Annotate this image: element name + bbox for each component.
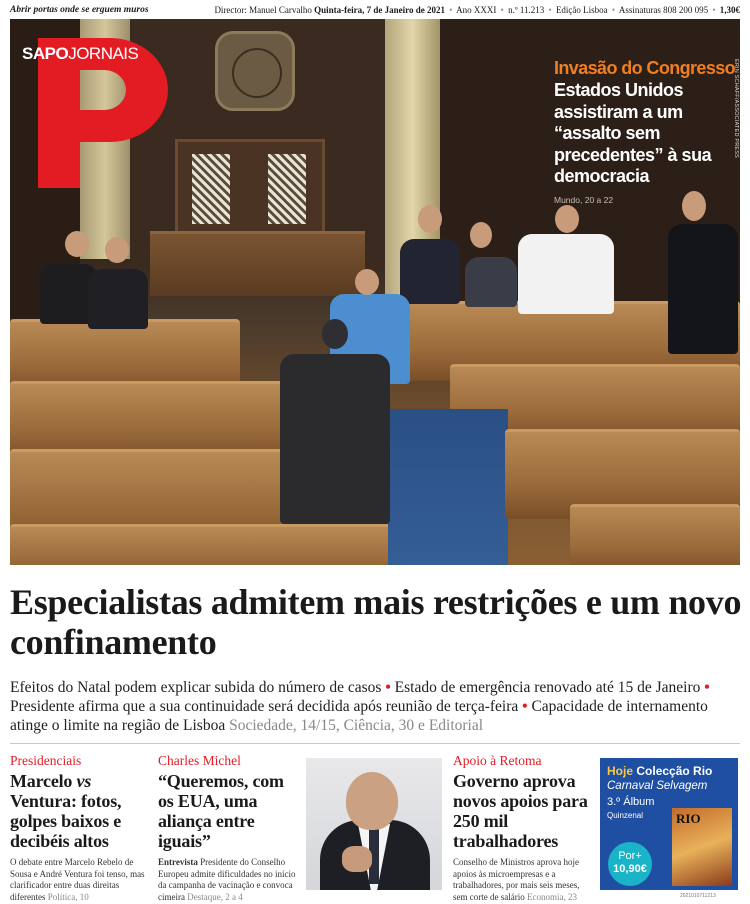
photo-door-window — [268, 154, 306, 224]
photo-person — [88, 269, 148, 329]
separator: • — [500, 5, 504, 15]
photo-person-head — [322, 319, 348, 349]
promo-album-cover — [672, 808, 732, 886]
photo-person — [518, 234, 614, 314]
photo-person-head — [418, 205, 442, 233]
promo-colleccao-rio[interactable] — [600, 758, 738, 890]
photo-person-head — [65, 231, 89, 257]
lead-item: Efeitos do Natal podem explicar subida do número de casos — [10, 679, 382, 696]
promo-frequency: Quinzenal — [607, 811, 644, 820]
headline-part: Marcelo — [10, 771, 77, 791]
charles-michel-photo — [306, 758, 442, 890]
story-kicker: Apoio à Retoma — [453, 753, 542, 768]
director-name: Manuel Carvalho — [249, 5, 312, 15]
lead-item: Estado de emergência renovado até 15 de Janeiro — [394, 679, 701, 696]
photo-credit: ERIN SCHAFF/ASSOCIATED PRESS — [733, 59, 739, 159]
lead-section-ref[interactable]: Sociedade, 14/15, Ciência, 30 e Editorial — [229, 717, 484, 734]
photo-person — [465, 257, 517, 307]
bullet: • — [385, 679, 391, 696]
photo-carpet — [388, 409, 508, 565]
photo-door-window — [192, 154, 230, 224]
masthead-meta — [214, 2, 740, 18]
promo-volume: 3.º Álbum — [607, 796, 655, 808]
photo-person-head — [470, 222, 492, 248]
cover-section-ref: Mundo, 20 a 22 — [554, 194, 614, 205]
story-headline: Governo aprova novos apoios para 250 mil trabalhadores — [453, 771, 588, 851]
slogan: Abrir portas onde se erguem muros — [10, 5, 149, 15]
edition-date: Quinta-feira, 7 de Janeiro de 2021 — [314, 5, 445, 15]
cover-kicker: Invasão do Congresso — [554, 58, 736, 78]
edition: Edição Lisboa — [555, 5, 608, 15]
promo-price-label: Por+ — [618, 850, 642, 862]
photo-person-head — [355, 269, 379, 295]
separator: • — [611, 5, 616, 15]
promo-price: 10,90€ — [613, 863, 647, 875]
story-body-text: Conselho de Ministros aprova hoje apoios às microempresas e a trabalhadores, por mais seis meses, sem corte de salário — [453, 857, 580, 902]
promo-title-text: Colecção Rio — [636, 764, 713, 778]
lead-headline[interactable]: Especialistas admitem mais restrições e um novo confinamento — [10, 582, 742, 662]
cover-headline[interactable] — [554, 57, 740, 205]
story-charles-michel[interactable] — [158, 752, 298, 903]
issue-number: n.º 11.213 — [508, 5, 545, 15]
photo-person-head — [105, 237, 129, 263]
promo-cover-text: RIO — [676, 811, 701, 826]
headline-vs: vs — [76, 771, 92, 791]
story-section-ref: Política, 10 — [47, 891, 89, 902]
promo-price-badge — [608, 842, 652, 886]
separator: • — [712, 5, 716, 15]
story-headline — [10, 771, 150, 851]
portrait-hand — [342, 846, 372, 872]
cover-title: Estados Unidos assistiram a um “assalto sem precedentes” à sua democracia — [554, 80, 712, 186]
publico-logo[interactable] — [18, 30, 178, 190]
separator: • — [449, 5, 453, 15]
masthead-strip — [10, 2, 740, 18]
photo-medallion — [215, 31, 295, 111]
bullet: • — [704, 679, 710, 696]
story-body — [158, 857, 298, 903]
separator: • — [548, 5, 552, 15]
year: Ano XXXI — [456, 5, 497, 15]
photo-person — [668, 224, 738, 354]
story-body — [10, 857, 150, 903]
subscriptions: Assinaturas 808 200 095 — [618, 5, 709, 15]
director-label: Director: — [214, 5, 247, 15]
price: 1,30€ — [719, 5, 740, 15]
promo-today: Hoje — [607, 764, 634, 778]
story-body-text: Presidente do Conselho Europeu admite dificuldades no início da campanha de vacinação e convoca cimeira — [158, 857, 296, 902]
barcode-number: 2021010711213 — [680, 893, 716, 899]
lead-summary — [10, 678, 742, 735]
bullet: • — [522, 698, 528, 715]
brand-name: Público — [36, 71, 62, 149]
story-apoio-retoma[interactable] — [453, 752, 593, 903]
portrait-face — [346, 772, 398, 830]
lead-item: Presidente afirma que a sua continuidade será decidida após reunião de terça-feira — [10, 698, 519, 715]
photo-seat-row — [570, 504, 740, 565]
photo-person — [280, 354, 390, 524]
photo-person — [400, 239, 460, 304]
divider — [10, 743, 740, 744]
photo-seat-row — [10, 524, 390, 565]
story-section-ref: Economia, 23 — [526, 891, 577, 902]
lead-item: Capacidade de internamento atinge o limite na região de Lisboa — [10, 698, 708, 734]
story-headline: “Queremos, com os EUA, uma aliança entre iguais” — [158, 771, 284, 851]
story-section-ref: Destaque, 2 a 4 — [187, 891, 243, 902]
story-body — [453, 857, 593, 903]
promo-subtitle: Carnaval Selvagem — [607, 780, 708, 792]
photo-podium — [150, 231, 365, 296]
promo-title — [607, 764, 712, 778]
story-body-label: Entrevista — [158, 857, 198, 867]
story-body-text: O debate entre Marcelo Rebelo de Sousa e André Ventura foi tenso, mas clarificador entre duas direitas diferentes — [10, 857, 145, 902]
headline-part: Ventura: fotos, golpes baixos e decibéis altos — [10, 791, 122, 851]
story-kicker: Presidenciais — [10, 753, 82, 768]
sapo-text: SAPO — [22, 44, 69, 63]
story-presidenciais[interactable] — [10, 752, 150, 903]
photo-person-head — [555, 205, 579, 233]
jornais-text: JORNAIS — [68, 44, 139, 63]
story-kicker: Charles Michel — [158, 753, 241, 768]
